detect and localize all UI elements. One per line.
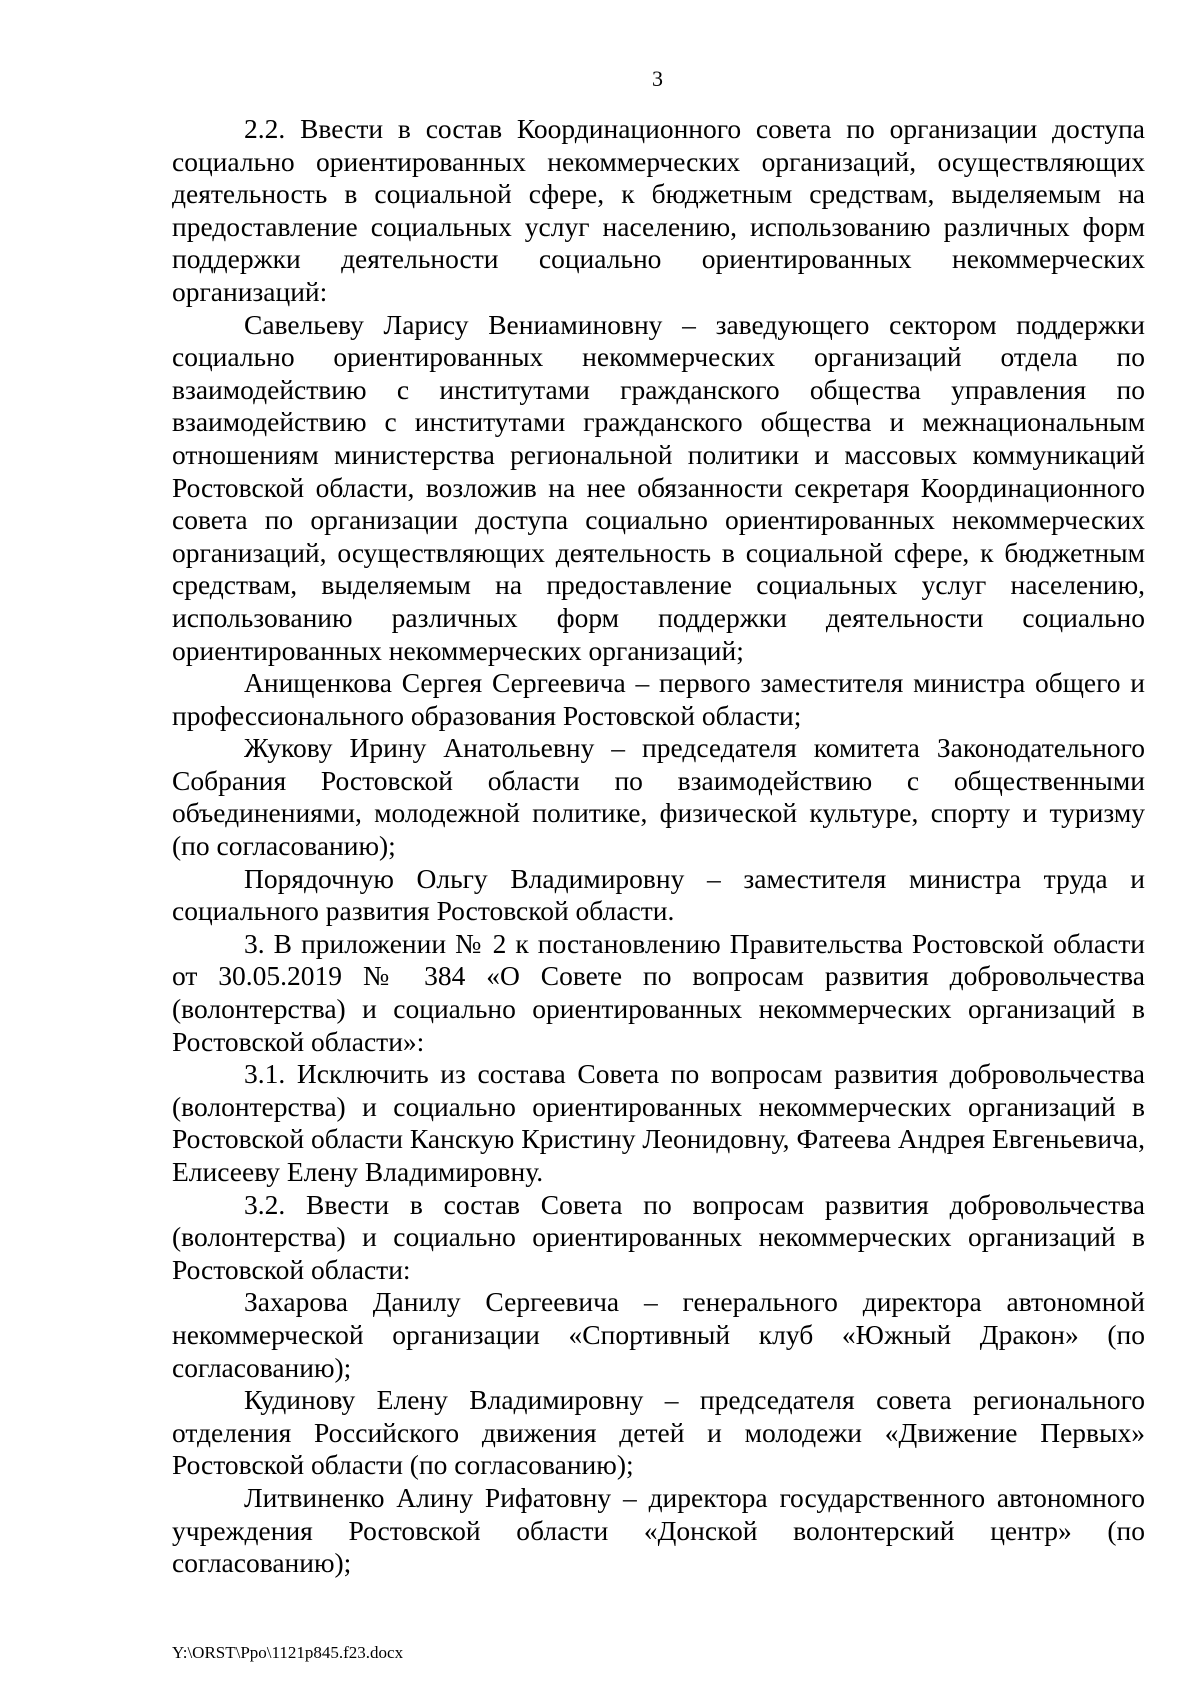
paragraph-savelyeva: Савельеву Ларису Вениаминовну – заведующего сектором поддержки социально ориентированных некоммерческих организаций отдела по взаимодействию с институтами гражданского общества управления по взаимодействию с институтами гражданского общества и межнациональным отношениям министерства региональной политики и массовых коммуникаций Ростовской области, возложив на нее обязанности секретаря Координационного совета по организации доступа социально ориентированных некоммерческих организаций, осуществляющих деятельность в социальной сфере, к бюджетным средствам, выделяемым на предоставление социальных услуг населению, использованию различных форм поддержки деятельности социально ориентированных некоммерческих организаций; [172,308,1145,666]
paragraph-3-2: 3.2. Ввести в состав Совета по вопросам развития добровольчества (волонтерства) и социально ориентированных некоммерческих организаций в Ростовской области: [172,1188,1145,1285]
paragraph-poryadochnaya: Порядочную Ольгу Владимировну – заместителя министра труда и социального развития Ростовской области. [172,862,1145,927]
paragraph-zhukova: Жукову Ирину Анатольевну – председателя комитета Законодательного Собрания Ростовской области по взаимодействию с общественными объединениями, молодежной политике, физической культуре, спорту и туризму (по согласованию); [172,732,1145,862]
paragraph-3: 3. В приложении № 2 к постановлению Правительства Ростовской области от 30.05.2019 № 384 «О Совете по вопросам развития добровольчества (волонтерства) и социально ориентированных некоммерческих организаций в Ростовской области»: [172,927,1145,1057]
paragraph-litvinenko: Литвиненко Алину Рифатовну – директора государственного автономного учреждения Ростовской области «Донской волонтерский центр» (по согласованию); [172,1481,1145,1579]
document-body [172,113,1145,1580]
paragraph-3-1: 3.1. Исключить из состава Совета по вопросам развития добровольчества (волонтерства) и социально ориентированных некоммерческих организаций в Ростовской области Канскую Кристину Леонидовну, Фатеева Андрея Евгеньевича, Елисееву Елену Владимировну. [172,1058,1145,1187]
paragraph-zakharov: Захарова Данилу Сергеевича – генерального директора автономной некоммерческой организации «Спортивный клуб «Южный Дракон» (по согласованию); [172,1286,1145,1383]
paragraph-anishchenkov: Анищенкова Сергея Сергеевича – первого заместителя министра общего и профессионального образования Ростовской области; [172,667,1145,731]
footer-file-path: Y:\ORST\Ppo\1121p845.f23.docx [172,1643,404,1662]
page-number: 3 [652,66,663,91]
paragraph-2-2: 2.2. Ввести в состав Координационного совета по организации доступа социально ориентированных некоммерческих организаций, осуществляющих деятельность в социальной сфере, к бюджетным средствам, выделяемым на предоставление социальных услуг населению, использованию различных форм поддержки деятельности социально ориентированных некоммерческих организаций: [172,113,1145,307]
paragraph-kudinova: Кудинову Елену Владимировну – председателя совета регионального отделения Российского движения детей и молодежи «Движение Первых» Ростовской области (по согласованию); [172,1384,1145,1481]
